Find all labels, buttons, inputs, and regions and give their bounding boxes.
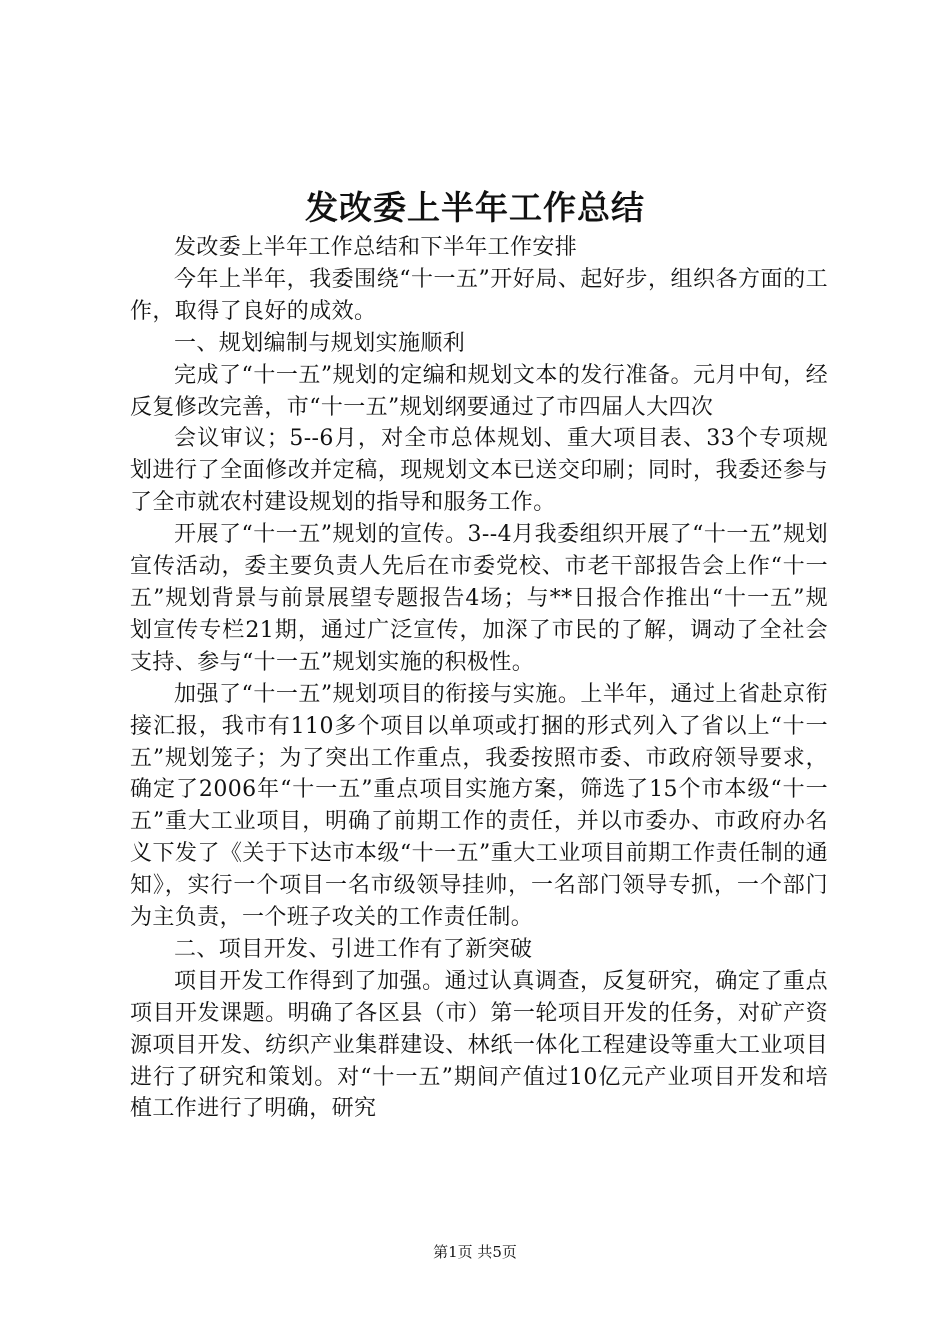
paragraph: 发改委上半年工作总结和下半年工作安排 bbox=[174, 235, 578, 260]
paragraph: 会议审议；5--6月，对全市总体规划、重大项目表、33个专项规划进行了全面修改并定稿，现规划文本已送交印刷；同时，我委还参与了全市就农村建设规划的指导和服务工作。 bbox=[130, 426, 828, 516]
document-body bbox=[130, 232, 828, 1125]
document-title: 发改委上半年工作总结 bbox=[305, 188, 645, 227]
paragraph: 开展了“十一五”规划的宣传。3--4月我委组织开展了“十一五”规划宣传活动，委主要负责人先后在市委党校、市老干部报告会上作“十一五”规划背景与前景展望专题报告4场；与**日报合作推出“十一五”规划宣传专栏21期，通过广泛宣传，加深了市民的了解，调动了全社会支持、参与“十一五”规划实施的积极性。 bbox=[130, 522, 828, 675]
section-heading: 二、项目开发、引进工作有了新突破 bbox=[174, 936, 533, 962]
paragraph: 项目开发工作得到了加强。通过认真调查，反复研究，确定了重点项目开发课题。明确了各区县（市）第一轮项目开发的任务，对矿产资源项目开发、纺织产业集群建设、林纸一体化工程建设等重大工业项目进行了研究和策划。对“十一五”期间产值过10亿元产业项目开发和培植工作进行了明确，研究 bbox=[130, 968, 828, 1122]
section-heading: 一、规划编制与规划实施顺利 bbox=[174, 330, 466, 356]
paragraph: 完成了“十一五”规划的定编和规划文本的发行准备。元月中旬，经反复修改完善，市“十一五”规划纲要通过了市四届人大四次 bbox=[130, 362, 828, 420]
paragraph: 加强了“十一五”规划项目的衔接与实施。上半年，通过上省赴京衔接汇报，我市有110多个项目以单项或打捆的形式列入了省以上“十一五”规划笼子；为了突出工作重点，我委按照市委、市政府领导要求，确定了2006年“十一五”重点项目实施方案，筛选了15个市本级“十一五”重大工业项目，明确了前期工作的责任，并以市委办、市政府办名义下发了《关于下达市本级“十一五”重大工业项目前期工作责任制的通知》，实行一个项目一名市级领导挂帅，一名部门领导专抓，一个部门为主负责，一个班子攻关的工作责任制。 bbox=[130, 681, 828, 931]
paragraph: 今年上半年，我委围绕“十一五”开好局、起好步，组织各方面的工作，取得了良好的成效。 bbox=[130, 266, 828, 324]
page-number-footer: 第1页 共5页 bbox=[433, 1243, 517, 1261]
